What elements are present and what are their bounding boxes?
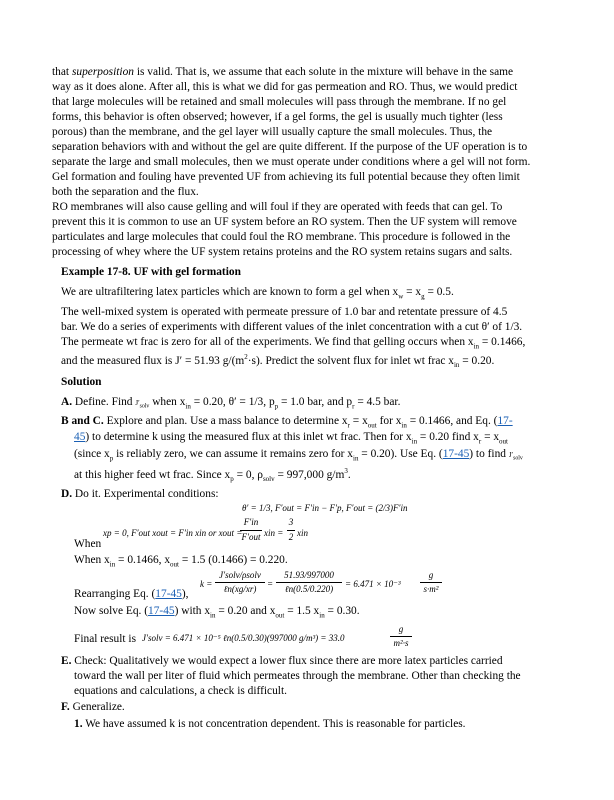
text-line: both the separation and the flux. bbox=[52, 186, 199, 198]
example-text: The permeate wt frac is zero for all of the experiments. We find that gelling occurs when $x_{in} = 0.1466$, bbox=[61, 336, 526, 351]
text-line: forms, this behavior is often observed; however, if a gel forms, the gel is usually much tighter (less bbox=[52, 111, 503, 123]
step-b-line: (since $x_p$ is reliably zero, we can assume it remains zero for $x_{in} = 0.20$). Use Eq. (17-45) to find $J'_{solv}$ bbox=[74, 448, 523, 463]
equation-conditions: θ′ = 1/3, F′out = F′in − F′p, F′out = (2/3)F′in bbox=[242, 503, 408, 513]
text-line: RO membranes will also cause gelling and will foul if they are operated with feeds that can gel. To bbox=[52, 201, 503, 213]
equation-mid: xin = bbox=[264, 528, 284, 538]
final-label: Final result is bbox=[74, 633, 137, 645]
text-line: way as it does alone. After all, this is what we did for gas permeation and RO. Thus, we would predict bbox=[52, 81, 518, 93]
text-line: particulates and large molecules that could foul the RO membrane. This procedure is followed in the bbox=[52, 231, 511, 243]
eq-link[interactable]: 45 bbox=[74, 431, 86, 443]
frac-line bbox=[240, 530, 262, 531]
eq-link[interactable]: 17-45 bbox=[155, 588, 182, 600]
equation-right: xin bbox=[297, 528, 308, 538]
step-e-line: toward the wall per liter of fluid which permeates through the membrane. Other than checking the bbox=[74, 670, 521, 682]
example-text: bar. We do a series of experiments with different values of the inlet concentration with a cut θ′ of 1/3. bbox=[61, 321, 523, 333]
frac-line bbox=[287, 530, 295, 531]
frac-line bbox=[215, 582, 265, 583]
text-line: that superposition is valid. That is, we assume that each solute in the mixture will behave in the same bbox=[52, 66, 514, 78]
eq-link[interactable]: 17-45 bbox=[442, 448, 470, 460]
step-f: F. Generalize. bbox=[61, 701, 125, 713]
when-line: When $x_{in} = 0.1466$, $x_{out} = 1.5$ (0.1466) = 0.220. bbox=[74, 554, 288, 569]
example-title: Example 17-8. UF with gel formation bbox=[61, 266, 241, 278]
text-line: separation behaviors with and without the gel are quite different. If the purpose of the UF operation is to bbox=[52, 141, 528, 153]
frac-num: J′solv/ρsolv bbox=[219, 570, 261, 580]
k-equation-left: k = bbox=[200, 579, 213, 589]
text-line: Gel formation and fouling have prevented UF from achieving its full potential because they often limit bbox=[52, 171, 520, 183]
text-line: porous) than the membrane, and the gel layer will usually capture the small molecules. Thus, the bbox=[52, 126, 493, 138]
when-label: When bbox=[74, 538, 102, 550]
frac-den: 2 bbox=[288, 532, 294, 542]
step-b-line: B and C. Explore and plan. Use a mass balance to determine $x_r = x_{out}$ for $x_{in} = 0.1466$, and Eq. (17- bbox=[61, 415, 513, 430]
final-equation: J′solv = 6.471 × 10⁻⁵ ℓn(0.5/0.30)(997000 g/m³) = 33.0 bbox=[142, 633, 345, 643]
frac-den: s·m² bbox=[423, 584, 439, 594]
frac-num: F′in bbox=[243, 517, 259, 527]
solution-label: Solution bbox=[61, 376, 102, 388]
step-b-line: 45) to determine k using the measured flux at this inlet wt frac. Then for $x_{in} = 0.20$ find $x_r = x_{out}$ bbox=[74, 431, 508, 446]
frac-line bbox=[390, 636, 412, 637]
frac-num: g bbox=[428, 570, 434, 580]
step-d: D. Do it. Experimental conditions: bbox=[61, 488, 219, 500]
step-e-line: equations and calculations, a check is difficult. bbox=[74, 685, 287, 697]
rearranging-label: Rearranging Eq. (17-45), bbox=[74, 588, 189, 600]
frac-num: g bbox=[398, 624, 404, 634]
text-line: prevent this it is common to use an UF system before an RO system. Then the UF system will remove bbox=[52, 216, 517, 228]
frac-num: 3 bbox=[288, 517, 294, 527]
frac-den: F′out bbox=[241, 532, 261, 542]
example-text: The well-mixed system is operated with permeate pressure of 1.0 bar and retentate pressure of 4.5 bbox=[61, 306, 508, 318]
example-line: We are ultrafiltering latex particles which are known to form a gel when $x_w = x_g = 0.5$. bbox=[61, 286, 454, 301]
step-a: A. Define. Find $J'_{solv}$ when $x_{in} = 0.20$, θ′ = 1/3, $p_p = 1.0$ bar, and $p_r = 4.5$ bar. bbox=[61, 396, 401, 411]
step-f-item-1: 1. We have assumed k is not concentration dependent. This is reasonable for particles. bbox=[74, 718, 466, 730]
frac-den: m²·s bbox=[393, 638, 409, 648]
equals-sign: = bbox=[267, 579, 274, 589]
k-result: = 6.471 × 10⁻³ bbox=[345, 579, 401, 589]
eq-link[interactable]: 17- bbox=[497, 415, 513, 427]
step-b-line: at this higher feed wt frac. Since $x_p = 0$, $\rho_{solv} = 997,000$ $g/m^3$. bbox=[74, 467, 351, 484]
frac-line bbox=[276, 582, 342, 583]
eq-link[interactable]: 17-45 bbox=[148, 605, 175, 617]
equation-mass-balance-left: xp = 0, F′out xout = F′in xin or xout = bbox=[103, 528, 243, 538]
step-e-line: E. Check: Qualitatively we would expect a lower flux since there are more latex particles carried bbox=[61, 655, 503, 667]
frac-den: ℓn(0.5/0.220) bbox=[284, 584, 334, 594]
frac-num: 51.93/997000 bbox=[284, 570, 334, 580]
frac-line bbox=[420, 582, 442, 583]
text-line: processing of whey where the UF system retains proteins and the RO system retains sugars and salts. bbox=[52, 246, 513, 258]
text-line: that large molecules will be retained and small molecules will pass through the membrane. If no gel bbox=[52, 96, 507, 108]
example-text: and the measured flux is J′ = 51.93 $g/(m^2\cdot s)$. Predict the solvent flux for inlet wt frac $x_{in} = 0.20$. bbox=[61, 353, 495, 370]
frac-den: ℓn(xg/xr) bbox=[223, 584, 257, 594]
text-line: separate the large and small molecules, then we must operate under conditions where a gel will not form. bbox=[52, 156, 531, 168]
solve-line: Now solve Eq. (17-45) with $x_{in} = 0.20$ and $x_{out} = 1.5$ $x_{in} = 0.30$. bbox=[74, 605, 360, 620]
